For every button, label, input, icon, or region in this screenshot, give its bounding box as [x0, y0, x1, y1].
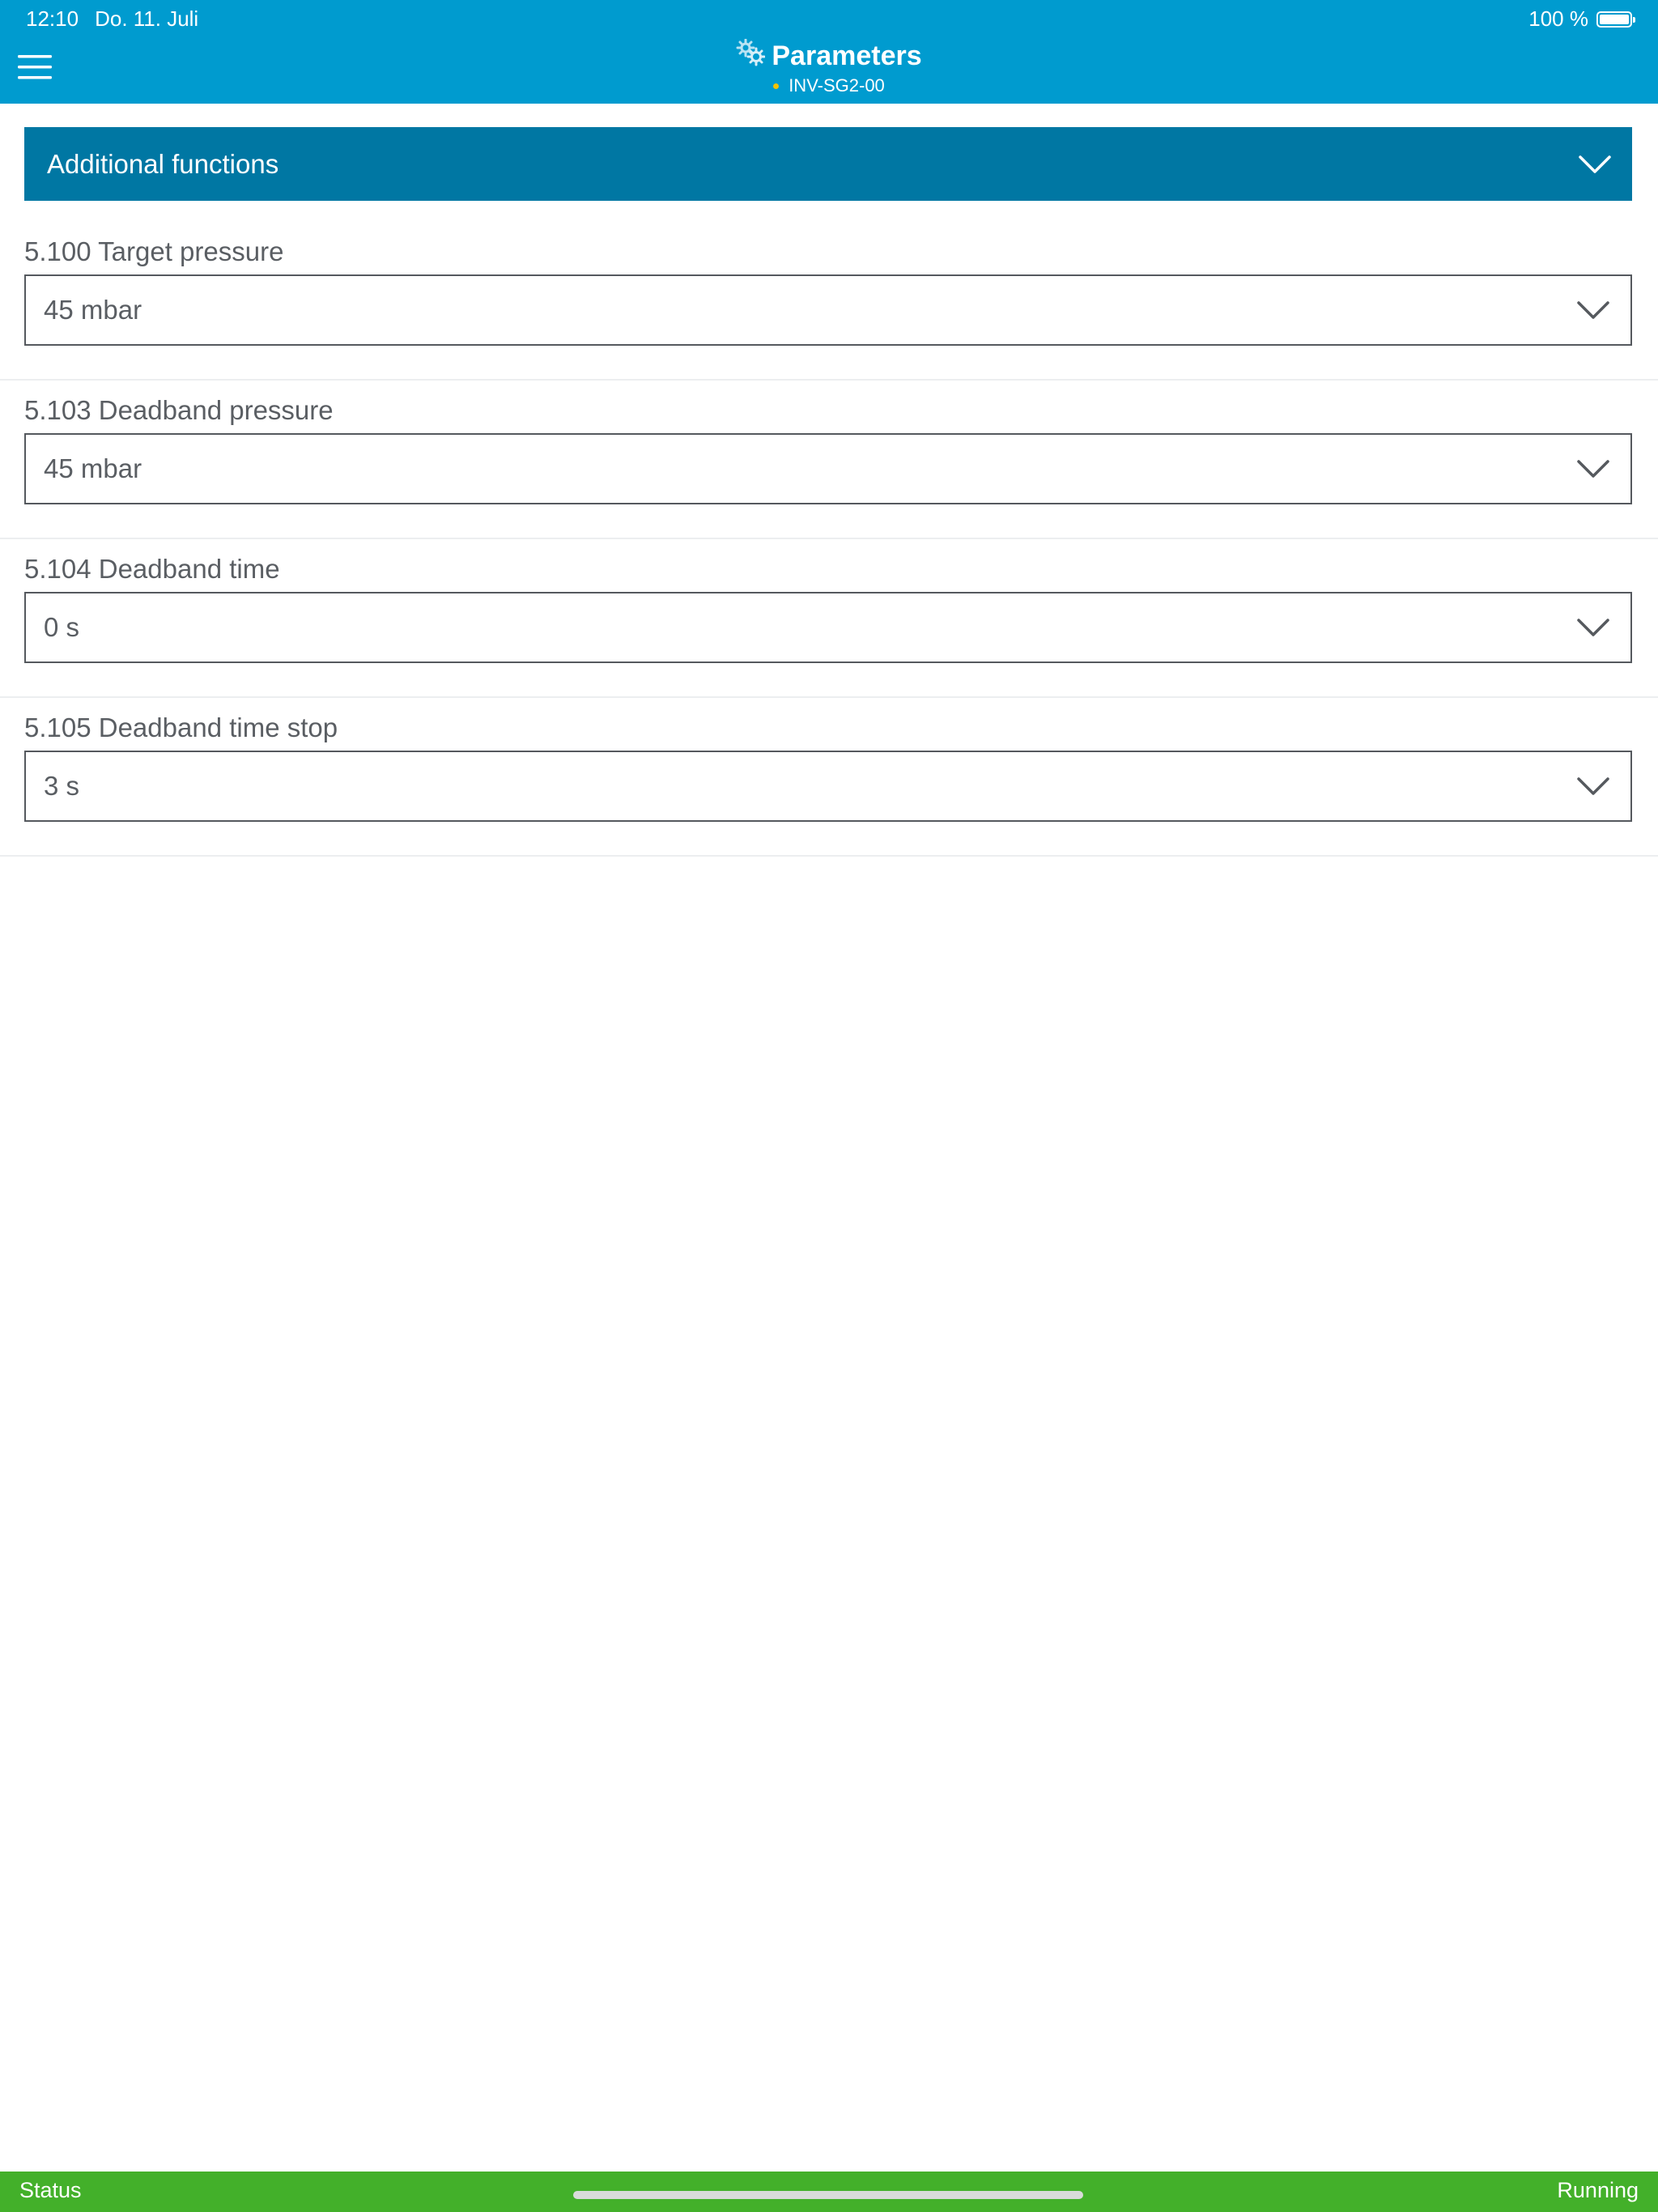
parameter-label: 5.100 Target pressure: [24, 236, 284, 266]
parameter-row-deadband-pressure: [0, 381, 1658, 539]
parameter-value: 0 s: [44, 612, 80, 642]
page-title: Parameters: [772, 40, 922, 71]
header-title-area: [0, 39, 1658, 96]
deadband-time-stop-select[interactable]: [24, 751, 1632, 822]
parameter-row-deadband-time: [0, 539, 1658, 698]
home-indicator[interactable]: [573, 2191, 1083, 2199]
parameter-value: 45 mbar: [44, 453, 142, 483]
parameter-row-deadband-time-stop: [0, 698, 1658, 857]
chevron-down-icon: [1577, 459, 1609, 479]
gears-icon: [736, 39, 765, 74]
status-date: Do. 11. Juli: [95, 6, 199, 31]
battery-percent: 100 %: [1528, 6, 1588, 31]
status-footer[interactable]: [0, 2172, 1658, 2212]
parameter-value: 45 mbar: [44, 295, 142, 325]
device-name: INV-SG2-00: [789, 75, 885, 96]
chevron-down-icon: [1577, 300, 1609, 320]
chevron-down-icon: [1577, 776, 1609, 796]
parameter-label: 5.104 Deadband time: [24, 554, 280, 584]
battery-icon: [1596, 11, 1632, 28]
parameter-label: 5.103 Deadband pressure: [24, 395, 334, 425]
status-bar-right: [1528, 6, 1632, 32]
chevron-down-icon: [1577, 618, 1609, 637]
top-bar: [0, 0, 1658, 104]
device-status-dot: [773, 83, 779, 89]
footer-status-label: Status: [19, 2178, 82, 2202]
deadband-time-select[interactable]: [24, 592, 1632, 663]
status-time: 12:10: [26, 6, 79, 31]
parameter-row-target-pressure: [0, 222, 1658, 381]
footer-running-state: Running: [1557, 2178, 1639, 2202]
section-title: Additional functions: [47, 148, 279, 179]
chevron-down-icon: [1579, 155, 1611, 174]
parameter-label: 5.105 Deadband time stop: [24, 713, 338, 742]
status-bar-left: [26, 6, 215, 32]
parameter-value: 3 s: [44, 771, 80, 801]
section-additional-functions[interactable]: [24, 127, 1632, 201]
target-pressure-select[interactable]: [24, 274, 1632, 346]
deadband-pressure-select[interactable]: [24, 433, 1632, 504]
